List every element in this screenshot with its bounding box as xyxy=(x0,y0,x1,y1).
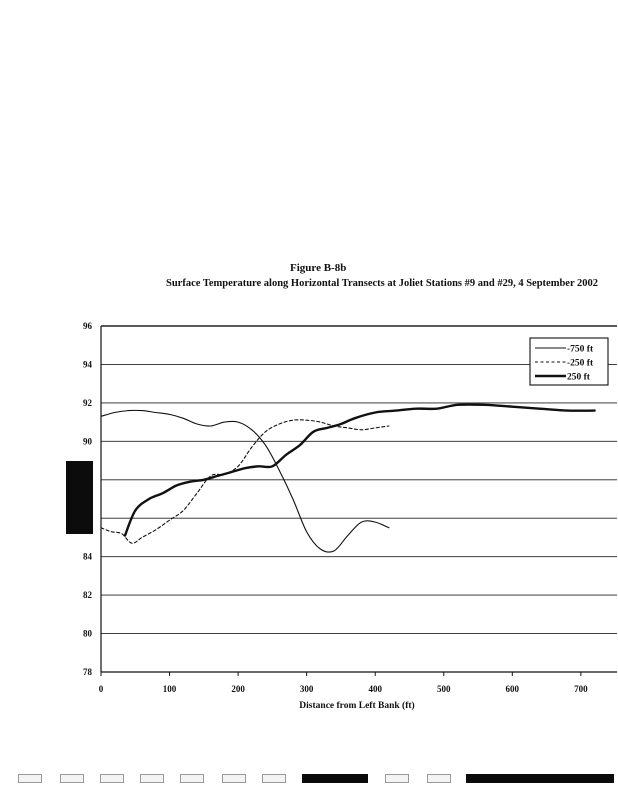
strip-mark-5 xyxy=(222,774,246,783)
legend-label-1: -250 ft xyxy=(567,358,594,369)
y-tick-label-92: 92 xyxy=(83,397,92,408)
x-tick-label-0: 0 xyxy=(98,684,104,694)
legend-label-0: -750 ft xyxy=(567,344,594,355)
y-tick-label-78: 78 xyxy=(83,667,92,677)
figure-caption: Surface Temperature along Horizontal Transects at Joliet Stations #9 and #29, 4 September 2002 xyxy=(166,278,599,289)
y-tick-label-80: 80 xyxy=(83,628,92,639)
x-tick-label-400: 400 xyxy=(368,684,382,694)
legend-label-2: 250 ft xyxy=(567,372,590,383)
x-tick-label-200: 200 xyxy=(231,684,245,694)
series-lines xyxy=(101,404,595,552)
figure-label: Figure B-8b xyxy=(290,262,347,274)
x-axis-label: Distance from Left Bank (ft) xyxy=(299,701,415,711)
x-tick-label-600: 600 xyxy=(505,684,520,694)
strip-mark-3 xyxy=(140,774,164,783)
y-tick-label-90: 90 xyxy=(83,436,92,447)
strip-mark-7 xyxy=(302,774,368,783)
redaction-block xyxy=(66,461,93,534)
x-tick-label-700: 700 xyxy=(574,684,588,694)
series-line-2 xyxy=(125,404,595,535)
series-line-1 xyxy=(101,420,389,543)
y-tick-label-84: 84 xyxy=(83,551,92,562)
x-tick-label-500: 500 xyxy=(437,684,451,694)
strip-mark-10 xyxy=(466,774,614,783)
strip-mark-0 xyxy=(18,774,42,783)
legend xyxy=(530,338,608,385)
strip-mark-1 xyxy=(60,774,84,783)
y-tick-label-96: 96 xyxy=(83,321,92,331)
x-tick-label-300: 300 xyxy=(299,684,314,694)
strip-mark-2 xyxy=(100,774,124,783)
y-tick-label-82: 82 xyxy=(83,590,92,601)
x-tick-labels xyxy=(99,684,588,694)
strip-mark-8 xyxy=(385,774,409,783)
y-tick-label-94: 94 xyxy=(83,359,92,370)
x-tick-label-100: 100 xyxy=(162,684,177,694)
strip-mark-4 xyxy=(180,774,204,783)
series-line-0 xyxy=(101,410,389,552)
strip-mark-6 xyxy=(262,774,286,783)
strip-mark-9 xyxy=(427,774,451,783)
